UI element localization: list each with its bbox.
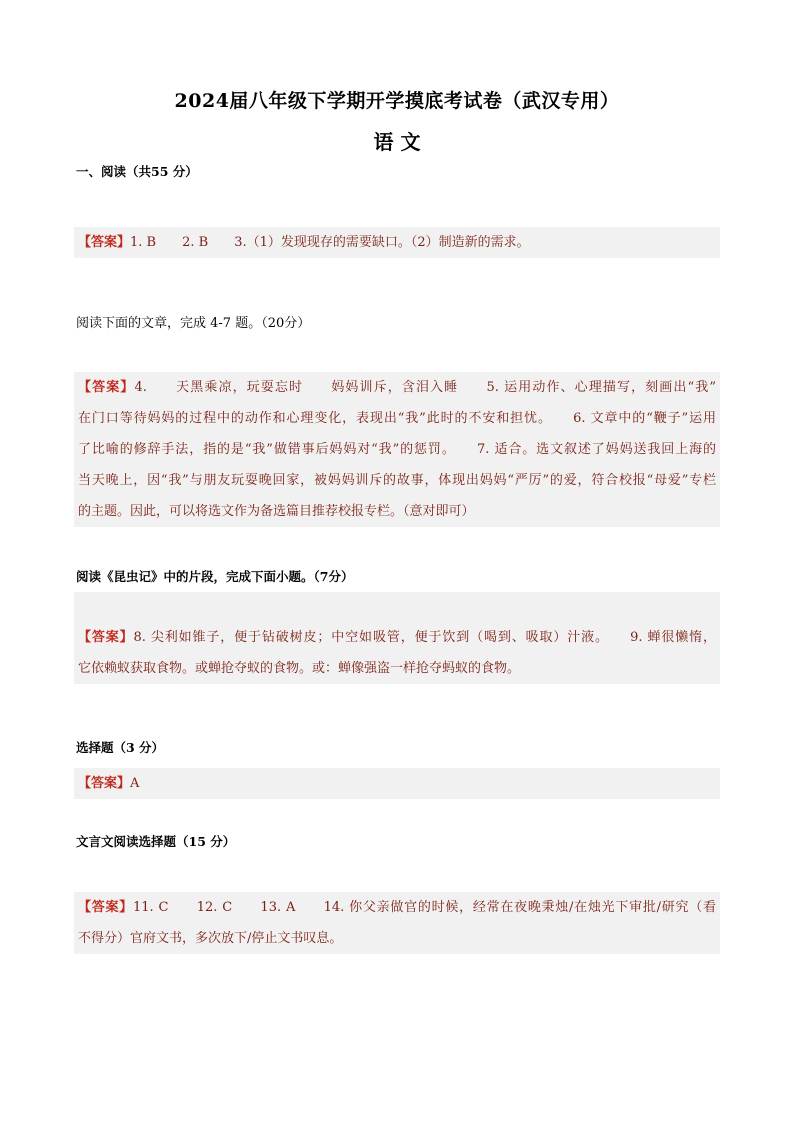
answer-tag: 【答案】 [78,235,131,250]
answer-line: 当天晚上，因“我”与朋友玩耍晚回家，被妈妈训斥的故事，体现出妈妈“严厉”的爱，符合校报“母爱”专栏 [78,473,716,488]
section-3-heading: 阅读《昆虫记》中的片段，完成下面小题。（7分） [76,569,354,584]
answer-tag: 【答案】 [78,630,134,645]
answer-line [78,892,716,923]
answer-line [78,227,716,258]
section-3-answer [74,592,720,684]
section-1-heading: 一、阅读（共55 分） [76,164,198,179]
answer-tag: 【答案】 [78,380,135,395]
answer-text: 8. 尖利如锥子，便于钻破树皮；中空如吸管，便于饮到（喝到、吸取）汁液。 9. 蝉很懒惰， [133,630,716,645]
section-4-answer [74,768,720,799]
section-2-prompt: 阅读下面的文章，完成 4-7 题。（20分） [76,316,311,331]
answer-text: A [130,776,140,791]
answer-text: 4. 天黑乘凉，玩耍忘时 妈妈训斥，含泪入睡 5. 运用动作、心理描写，刻画出“我” [134,380,716,395]
answer-tag: 【答案】 [78,776,131,791]
answer-text: 11. C 12. C 13. A 14. 你父亲做官的时候，经常在夜晚秉烛/在烛光下审批/研究（看 [132,900,716,915]
section-5-heading: 文言文阅读选择题（15 分） [76,834,236,849]
answer-line [78,372,716,403]
answer-text: 1. B 2. B 3.（1）发现现存的需要缺口。（2）制造新的需求。 [130,235,530,250]
answer-line: 了比喻的修辞手法，指的是“我”做错事后妈妈对“我”的惩罚。 7. 适合。选文叙述了妈妈送我回上海的 [78,442,716,457]
subject-title: 语 文 [373,130,421,154]
answer-tag: 【答案】 [78,900,133,915]
answer-line [78,768,716,799]
answer-line: 在门口等待妈妈的过程中的动作和心理变化，表现出“我”此时的不安和担忧。 6. 文章中的“鞭子”运用 [78,411,716,426]
answer-line: 它依赖蚁获取食物。或蝉抢夺蚁的食物。或：蝉像强盗一样抢夺蚂蚁的食物。 [78,661,521,676]
answer-line: 的主题。因此，可以将选文作为备选篇目推荐校报专栏。（意对即可） [78,504,475,519]
answer-line: 不得分）官府文书，多次放下/停止文书叹息。 [78,931,343,946]
section-5-answer [74,892,720,954]
section-1-answer [74,227,720,258]
section-2-answer [74,372,720,527]
answer-line [78,622,716,653]
page-title: 2024届八年级下学期开学摸底考试卷（武汉专用） [174,90,620,112]
section-4-heading: 选择题（3 分） [76,740,165,755]
